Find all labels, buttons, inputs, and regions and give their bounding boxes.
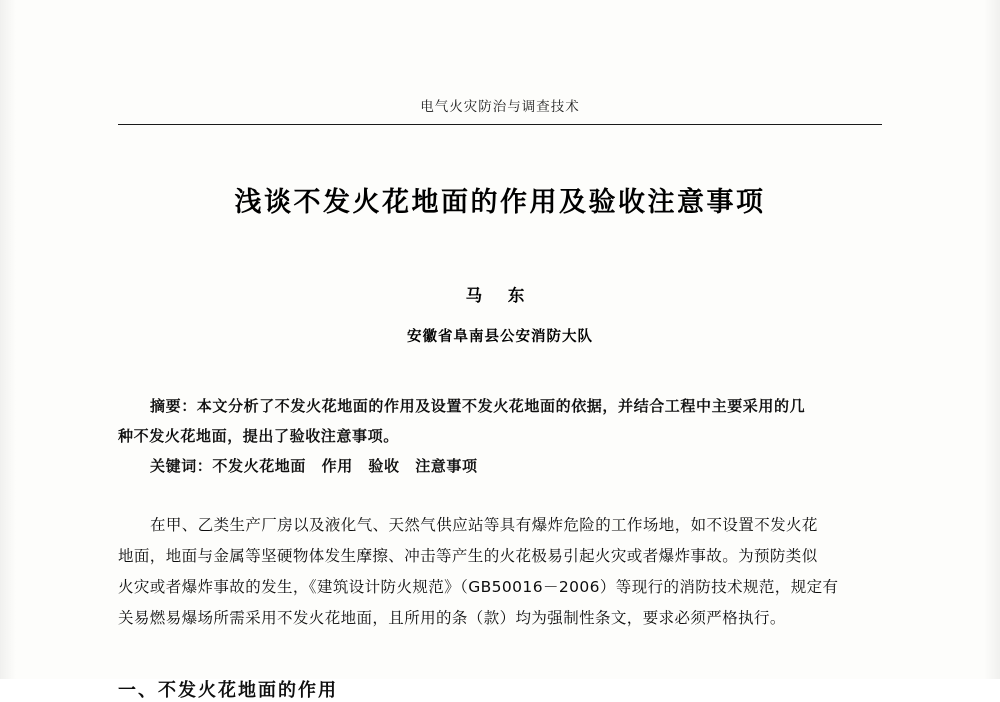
body-paragraph-1 (118, 510, 882, 634)
abstract-block (118, 391, 882, 481)
page-content (118, 0, 882, 701)
abstract-line-2: 种不发火花地面，提出了验收注意事项。 (118, 427, 399, 445)
body-line-4: 关易燃易爆场所需采用不发火花地面，且所用的条（款）均为强制性条文，要求必须严格执行。 (118, 609, 786, 627)
abstract-line-1: 摘要：本文分析了不发火花地面的作用及设置不发火花地面的依据，并结合工程中主要采用的几 (150, 397, 806, 415)
author-affiliation: 安徽省阜南县公安消防大队 (407, 329, 593, 345)
body-line-3: 火灾或者爆炸事故的发生，《建筑设计防火规范》（GB50016－2006）等现行的消防技术规范，规定有 (118, 578, 839, 596)
header-divider (118, 124, 882, 125)
keywords-line: 关键词：不发火花地面 作用 验收 注意事项 (150, 457, 478, 475)
section-heading-1: 一、不发火花地面的作用 (118, 680, 338, 701)
page-right-edge-shading (984, 0, 1000, 679)
page-left-edge-shading (0, 0, 16, 679)
body-line-1: 在甲、乙类生产厂房以及液化气、天然气供应站等具有爆炸危险的工作场地，如不设置不发火花 (150, 516, 818, 534)
running-head: 电气火灾防治与调查技术 (420, 99, 580, 115)
page-title: 浅谈不发火花地面的作用及验收注意事项 (234, 187, 766, 218)
body-line-2: 地面，地面与金属等坚硬物体发生摩擦、冲击等产生的火花极易引起火灾或者爆炸事故。为预防类似 (118, 547, 818, 565)
author-name: 马 东 (465, 286, 535, 305)
